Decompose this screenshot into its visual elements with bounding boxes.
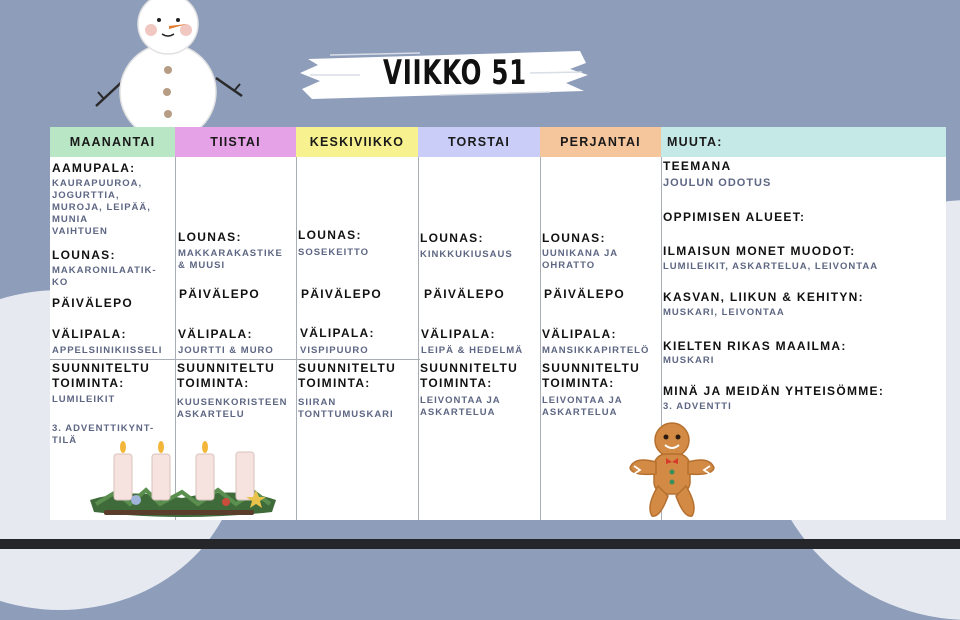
header-muuta: MUUTA:	[661, 127, 946, 157]
valipala-value: APPELSIINIKIISSELI	[52, 345, 163, 356]
lounas-label: LOUNAS:	[298, 228, 362, 242]
paivalepo-label: PÄIVÄLEPO	[179, 287, 261, 301]
valipala-label: VÄLIPALA:	[178, 327, 253, 341]
toiminta-label: SUUNNITELTU TOIMINTA:	[420, 361, 519, 390]
row-divider	[50, 359, 420, 360]
lounas-label: LOUNAS:	[420, 231, 484, 245]
toiminta-value: LUMILEIKIT	[52, 394, 116, 405]
adventti-note: 3. ADVENTTIKYNT- TILÄ	[52, 423, 155, 446]
valipala-value: LEIPÄ & HEDELMÄ	[421, 345, 524, 356]
kielten-label: KIELTEN RIKAS MAAILMA:	[663, 339, 847, 353]
toiminta-label: SUUNNITELTU TOIMINTA:	[52, 361, 151, 390]
lounas-value: MAKARONILAATIK- KO	[52, 265, 157, 288]
toiminta-value: KUUSENKORISTEEN ASKARTELU	[177, 397, 288, 420]
header-tiistai: TIISTAI	[175, 127, 296, 157]
lounas-value: SOSEKEITTO	[298, 247, 370, 258]
toiminta-value: SIIRAN TONTTUMUSKARI	[298, 397, 394, 420]
toiminta-value: LEIVONTAA JA ASKARTELUA	[420, 395, 501, 418]
toiminta-label: SUUNNITELTU TOIMINTA:	[298, 361, 397, 390]
toiminta-value: LEIVONTAA JA ASKARTELUA	[542, 395, 623, 418]
valipala-value: JOURTTI & MURO	[178, 345, 274, 356]
mina-value: 3. ADVENTTI	[663, 401, 732, 412]
oppimisen-alueet-label: OPPIMISEN ALUEET:	[663, 210, 806, 224]
column-keskiviikko	[296, 127, 419, 520]
kasvun-value: MUSKARI, LEIVONTAA	[663, 307, 785, 318]
mina-label: MINÄ JA MEIDÄN YHTEISÖMME:	[663, 384, 885, 398]
kasvun-label: KASVAN, LIIKUN & KEHITYN:	[663, 290, 864, 304]
header-keskiviikko: KESKIVIIKKO	[296, 127, 418, 157]
kielten-value: MUSKARI	[663, 355, 715, 366]
page-title: VIIKKO 51	[383, 53, 527, 93]
column-torstai	[418, 127, 541, 520]
advent-candles-icon	[86, 438, 278, 520]
lounas-value: MAKKARAKASTIKE & MUUSI	[178, 248, 283, 271]
ilmaisun-value: LUMILEIKIT, ASKARTELUA, LEIVONTAA	[663, 261, 879, 272]
valipala-label: VÄLIPALA:	[300, 326, 375, 340]
header-torstai: TORSTAI	[418, 127, 540, 157]
toiminta-label: SUUNNITELTU TOIMINTA:	[542, 361, 641, 390]
paivalepo-label: PÄIVÄLEPO	[544, 287, 626, 301]
header-maanantai: MAANANTAI	[50, 127, 175, 157]
lounas-value: KINKKUKIUSAUS	[420, 249, 513, 260]
header-perjantai: PERJANTAI	[540, 127, 661, 157]
aamupala-value: KAURAPUUROA, JOGURTTIA, MUROJA, LEIPÄÄ, MUNIA VAIHTUEN	[52, 178, 151, 237]
valipala-label: VÄLIPALA:	[421, 327, 496, 341]
ilmaisun-label: ILMAISUN MONET MUODOT:	[663, 244, 856, 258]
teemana-label: TEEMANA	[663, 159, 732, 173]
valipala-value: VISPIPUURO	[300, 345, 369, 356]
teemana-value: JOULUN ODOTUS	[663, 177, 772, 189]
valipala-value: MANSIKKAPIRTELÖ	[542, 345, 650, 356]
paivalepo-label: PÄIVÄLEPO	[301, 287, 383, 301]
lounas-label: LOUNAS:	[178, 230, 242, 244]
aamupala-label: AAMUPALA:	[52, 161, 136, 175]
valipala-label: VÄLIPALA:	[542, 327, 617, 341]
paivalepo-label: PÄIVÄLEPO	[424, 287, 506, 301]
lounas-value: UUNIKANA JA OHRATTO	[542, 248, 619, 271]
snowman-icon	[90, 0, 250, 140]
paivalepo-label: PÄIVÄLEPO	[52, 296, 134, 310]
valipala-label: VÄLIPALA:	[52, 327, 127, 341]
lounas-label: LOUNAS:	[542, 231, 606, 245]
toiminta-label: SUUNNITELTU TOIMINTA:	[177, 361, 276, 390]
bottom-bar	[0, 539, 960, 549]
gingerbread-man-icon	[626, 420, 718, 520]
lounas-label: LOUNAS:	[52, 248, 116, 262]
